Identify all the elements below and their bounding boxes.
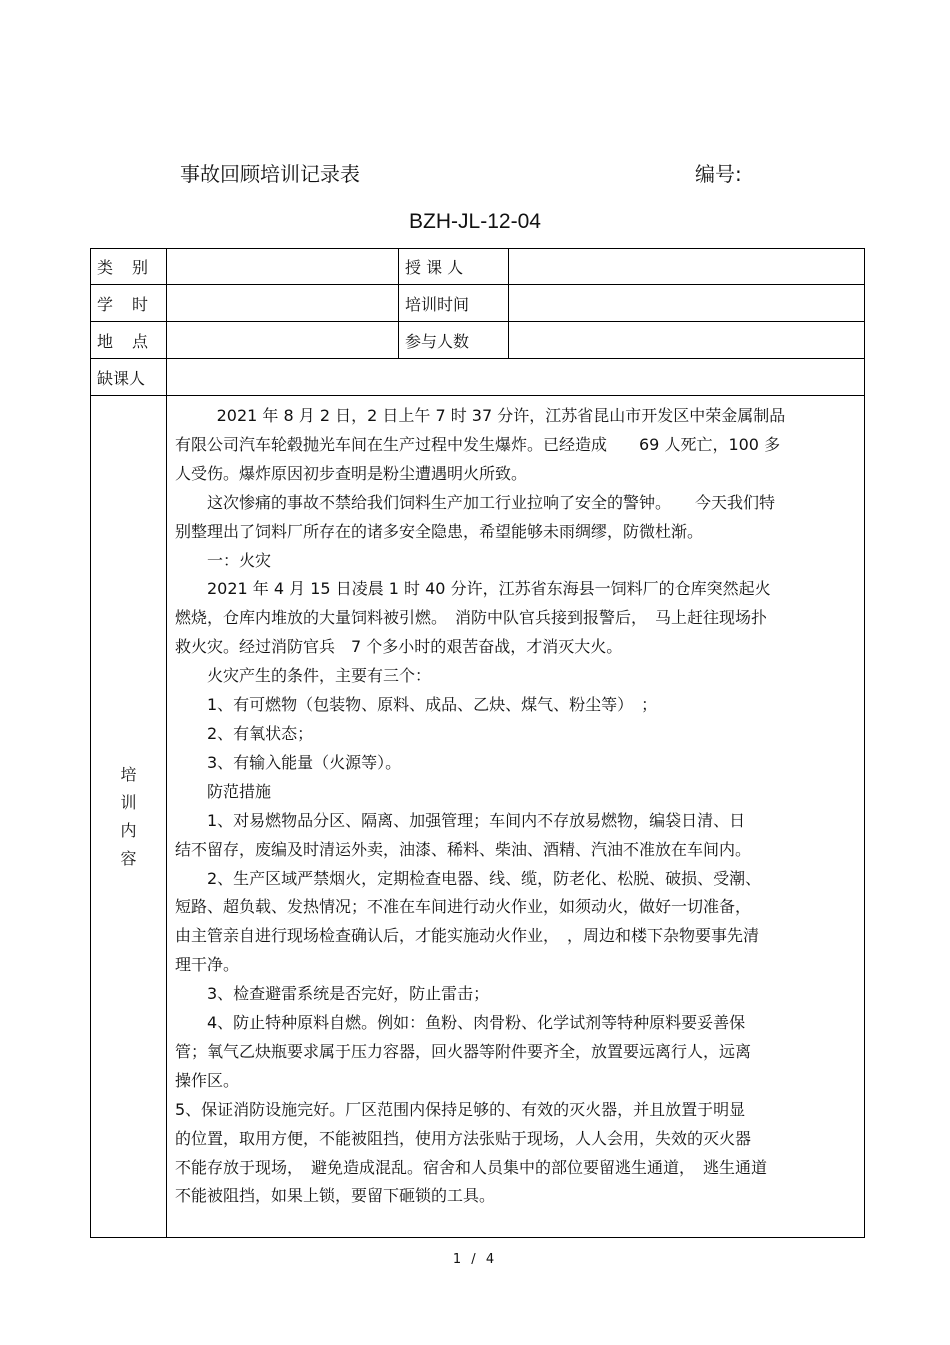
training-time-label: 培训时间 [399, 285, 509, 322]
content-line: 2、有氧状态； [207, 723, 314, 743]
title-row [0, 158, 950, 188]
place-label [91, 322, 167, 359]
hours-label-char-1: 学 [97, 294, 114, 314]
content-line: 2、生产区域严禁烟火，定期检查电器、线、缆，防老化、松脱、破损、受潮、 [207, 868, 762, 888]
content-line: 操作区。 [175, 1070, 240, 1090]
category-label [91, 249, 167, 285]
row-place [91, 322, 865, 359]
content-label-char-1: 培 [120, 764, 137, 784]
content-line: 4、防止特种原料自燃。例如：鱼粉、肉骨粉、化学试剂等特种原料要妥善保 [207, 1013, 746, 1033]
content-line: 不能存放于现场， 避免造成混乱。宿舍和人员集中的部位要留逃生通道， 逃生通道 [175, 1157, 768, 1177]
content-label-char-3: 内 [120, 820, 137, 840]
document-number: BZH-JL-12-04 [409, 210, 541, 233]
content-line: 这次惨痛的事故不禁给我们饲料生产加工行业拉响了安全的警钟。 今天我们特 [207, 492, 776, 512]
participants-label: 参与人数 [399, 322, 509, 359]
participants-value[interactable] [509, 322, 865, 359]
content-line: 别整理出了饲料厂所存在的诸多安全隐患，希望能够未雨绸缪，防微杜渐。 [175, 521, 704, 541]
training-content-label [91, 396, 167, 1238]
lecturer-label: 授 课 人 [399, 249, 509, 285]
content-line: 1、对易燃物品分区、隔离、加强管理；车间内不存放易燃物，编袋日清、日 [207, 810, 746, 830]
content-line: 短路、超负载、发热情况；不准在车间进行动火作业，如须动火，做好一切准备， [175, 897, 752, 917]
content-line: 人受伤。爆炸原因初步查明是粉尘遭遇明火所致。 [175, 463, 528, 483]
row-hours [91, 285, 865, 322]
place-value[interactable] [167, 322, 399, 359]
place-label-char-2: 点 [131, 331, 148, 351]
content-line: 不能被阻挡，如果上锁，要留下砸锁的工具。 [175, 1186, 496, 1206]
document-title: 事故回顾培训记录表 [180, 162, 360, 186]
content-line: 2021 年 8 月 2 日，2 日上午 7 时 37 分许，江苏省昆山市开发区中荣金属制品 [216, 406, 786, 425]
content-line: 管；氧气乙炔瓶要求属于压力容器，回火器等附件要齐全，放置要远离行人，远离 [175, 1041, 752, 1061]
content-line: 燃烧，仓库内堆放的大量饲料被引燃。 消防中队官兵接到报警后， 马上赶往现场扑 [175, 608, 768, 628]
content-line: 3、有输入能量（火源等）。 [207, 752, 402, 772]
content-line: 由主管亲自进行现场检查确认后，才能实施动火作业， ，周边和楼下杂物要事先清 [175, 926, 760, 946]
page-indicator: 1 / 4 [452, 1252, 498, 1267]
hours-label [91, 285, 167, 322]
content-line: 1、有可燃物（包装物、原料、成品、乙炔、煤气、粉尘等） ； [207, 695, 658, 715]
content-line: 3、检查避雷系统是否完好，防止雷击； [207, 984, 490, 1004]
training-content-body [167, 396, 865, 1238]
lecturer-value[interactable] [509, 249, 865, 285]
content-line: 救火灾。经过消防官兵 7 个多小时的艰苦奋战，才消灭大火。 [175, 637, 623, 657]
training-time-value[interactable] [509, 285, 865, 322]
training-record-table [90, 248, 865, 1238]
content-line: 2021 年 4 月 15 日凌晨 1 时 40 分许，江苏省东海县一饲料厂的仓库突然起火 [207, 579, 771, 599]
hours-value[interactable] [167, 285, 399, 322]
category-label-char-1: 类 [97, 258, 114, 277]
category-value[interactable] [167, 249, 399, 285]
content-label-char-4: 容 [120, 848, 137, 868]
hours-label-char-2: 时 [131, 294, 148, 314]
row-training-content [91, 396, 865, 1238]
content-label-char-2: 训 [120, 792, 137, 812]
content-line: 火灾产生的条件，主要有三个： [207, 666, 432, 686]
category-label-char-2: 别 [131, 258, 148, 277]
content-line: 结不留存，废编及时清运外卖，油漆、稀料、柴油、酒精、汽油不准放在车间内。 [175, 839, 752, 859]
absent-label: 缺课人 [91, 359, 167, 396]
absent-value[interactable] [167, 359, 865, 396]
row-absent [91, 359, 865, 396]
document-number-label: 编号: [695, 162, 742, 186]
content-line: 的位置，取用方便，不能被阻挡，使用方法张贴于现场，人人会用，失效的灭火器 [175, 1128, 752, 1148]
place-label-char-1: 地 [97, 331, 114, 351]
row-category [91, 249, 865, 285]
content-line: 一：火灾 [207, 550, 272, 570]
content-line: 有限公司汽车轮毂抛光车间在生产过程中发生爆炸。已经造成 69 人死亡，100 多 [175, 434, 781, 454]
content-line: 理干净。 [175, 955, 240, 975]
content-line: 防范措施 [207, 781, 272, 801]
content-line: 5、保证消防设施完好。厂区范围内保持足够的、有效的灭火器，并且放置于明显 [175, 1099, 746, 1119]
